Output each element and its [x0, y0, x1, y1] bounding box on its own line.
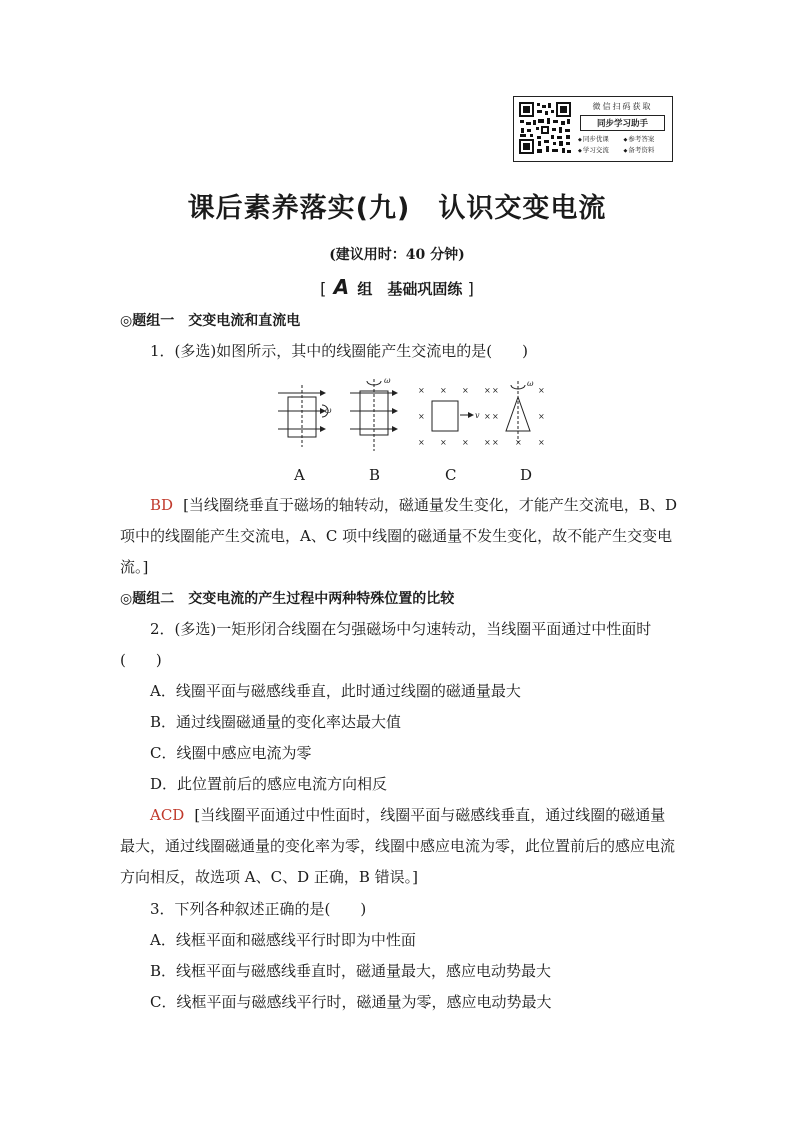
- svg-text:×: ×: [440, 438, 447, 447]
- option: D．此位置前后的感应电流方向相反: [150, 775, 388, 793]
- option: C．线框平面与磁感线平行时，磁通量为零，感应电动势最大: [150, 993, 552, 1011]
- coil-figure: [270, 375, 560, 465]
- answer-key: BD: [150, 496, 174, 514]
- answer-explanation: [120, 800, 678, 893]
- figure-b: [350, 379, 397, 451]
- qr-code-icon: [518, 101, 572, 155]
- svg-text:×: ×: [515, 438, 522, 447]
- answer-key: ACD: [150, 806, 185, 824]
- option: B．线框平面与磁感线垂直时，磁通量最大，感应电动势最大: [150, 962, 552, 980]
- svg-text:×: ×: [538, 438, 545, 447]
- explanation-text: [当线圈平面通过中性面时，线圈平面与磁感线垂直，通过线圈的磁通量最大，通过线圈磁通量的变化率为零，线圈中感应电流为零，此位置前后的感应电流方向相反，故选项 A、C、D 正确，B 错误。]: [120, 806, 676, 886]
- question-stem: 3．下列各种叙述正确的是( ): [150, 900, 367, 918]
- explanation-text: [当线圈绕垂直于磁场的轴转动，磁通量发生变化，才能产生交流电，B、D 项中的线圈能产生交流电，A、C 项中线圈的磁通量不发生变化，故不能产生交变电流。]: [120, 496, 677, 576]
- qr-info-panel: [576, 100, 669, 158]
- qr-feature: ◆ 同步优课: [578, 134, 624, 143]
- option: B．通过线圈磁通量的变化率达最大值: [150, 713, 402, 731]
- page-title: 课后素养落实(九) 认识交变电流: [187, 193, 607, 224]
- answer-explanation: [120, 490, 678, 583]
- svg-text:×: ×: [484, 412, 491, 421]
- qr-feature-list: [576, 134, 669, 154]
- time-note: (建议用时：40 分钟): [329, 247, 465, 263]
- group-header: [0, 275, 794, 299]
- svg-text:×: ×: [418, 438, 425, 447]
- figure-label-d: D: [520, 466, 533, 484]
- svg-text:×: ×: [418, 386, 425, 395]
- qr-feature: ◆ 学习交流: [578, 145, 624, 154]
- svg-text:×: ×: [492, 386, 499, 395]
- option: A．线圈平面与磁感线垂直，此时通过线圈的磁通量最大: [150, 682, 521, 700]
- topic-heading: ◎题组二 交变电流的产生过程中两种特殊位置的比较: [120, 591, 455, 607]
- figure-c-velocity: v: [475, 411, 480, 420]
- topic-heading: ◎题组一 交变电流和直流电: [120, 313, 301, 329]
- group-letter: A: [333, 275, 350, 299]
- group-label: 组 基础巩固练: [357, 280, 463, 298]
- figure-a-omega: ω: [325, 406, 332, 415]
- svg-text:×: ×: [440, 386, 447, 395]
- svg-text:×: ×: [492, 438, 499, 447]
- figure-a: [278, 385, 328, 447]
- figure-c: [418, 386, 491, 447]
- svg-text:×: ×: [462, 438, 469, 447]
- svg-text:×: ×: [484, 386, 491, 395]
- left-bracket: [: [320, 279, 327, 298]
- question-stem: 2．(多选)一矩形闭合线圈在匀强磁场中匀速转动，当线圈平面通过中性面时( ): [120, 620, 652, 669]
- figure-b-omega: ω: [384, 376, 391, 385]
- question-stem: 1．(多选)如图所示，其中的线圈能产生交流电的是( ): [150, 342, 528, 360]
- svg-text:×: ×: [418, 412, 425, 421]
- right-bracket: ]: [467, 279, 474, 298]
- figure-d-omega: ω: [527, 379, 534, 388]
- qr-badge: [513, 96, 673, 162]
- figure-label-a: A: [294, 466, 305, 484]
- option: C．线圈中感应电流为零: [150, 744, 312, 762]
- svg-text:×: ×: [484, 438, 491, 447]
- qr-scan-text: 微信扫码获取: [592, 102, 653, 111]
- qr-feature: ◆ 备考资料: [624, 145, 670, 154]
- figure-label-b: B: [369, 466, 381, 484]
- qr-assistant-label: 同步学习助手: [580, 115, 665, 131]
- qr-feature: ◆ 参考答案: [624, 134, 670, 143]
- svg-text:×: ×: [538, 412, 545, 421]
- svg-text:×: ×: [538, 386, 545, 395]
- option: A．线框平面和磁感线平行时即为中性面: [150, 931, 416, 949]
- svg-text:×: ×: [462, 386, 469, 395]
- svg-text:×: ×: [492, 412, 499, 421]
- figure-label-c: C: [445, 466, 457, 484]
